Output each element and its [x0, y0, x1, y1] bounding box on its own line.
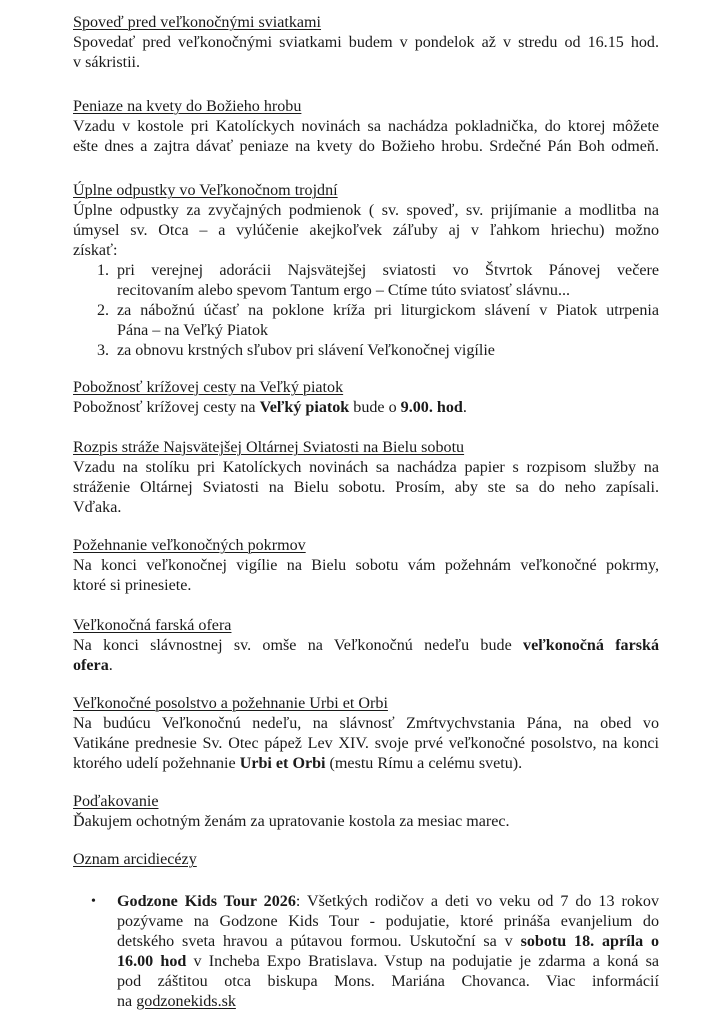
section-heading: Oznam arcidiecézy: [73, 851, 197, 868]
section-heading: Požehnanie veľkonočných pokrmov: [73, 537, 306, 554]
bullet-line: [117, 952, 659, 972]
bold-text: 9.00. hod: [400, 399, 463, 416]
bold-text: sobotu 18. apríla o: [520, 933, 660, 950]
section-body: [73, 714, 659, 774]
bullet-line: [117, 992, 659, 1012]
section-adoration-schedule: [73, 438, 659, 518]
list-number: 3.: [97, 342, 110, 359]
body-text: bude o: [349, 399, 401, 416]
section-heading: Rozpis stráže Najsvätejšej Oltárnej Sviatosti na Bielu sobotu: [73, 439, 465, 456]
body-line: [73, 398, 659, 418]
section-heading: Veľkonočné posolstvo a požehnanie Urbi et Orbi: [73, 695, 388, 712]
indulgence-list: [73, 261, 659, 361]
body-line: [73, 636, 659, 656]
section-indulgences: [73, 181, 659, 361]
bold-text: Urbi et Orbi: [239, 755, 326, 772]
body-text: : Všetkých rodičov a deti vo veku od 7 do 13 rokov: [295, 893, 660, 910]
body-text: .: [108, 657, 113, 674]
bold-text: ofera: [73, 657, 109, 674]
item-line: za nábožnú účasť na poklone kríža pri liturgickom slávení v Piatok utrpenia: [117, 302, 659, 319]
body-line: úmysel sv. Otca – a vylúčenie akejkoľvek záľuby aj v ľahkom hriechu) možno: [73, 222, 659, 239]
body-line: Vatikáne prednesie Sv. Otec pápež Lev XIV. svoje prvé veľkonočné posolstvo, na konci: [73, 735, 659, 752]
body-text: (mestu Rímu a celému svetu).: [325, 755, 523, 772]
section-confession: [73, 13, 659, 73]
body-line: Spovedať pred veľkonočnými sviatkami budem v pondelok až v stredu od 16.15 hod.: [73, 34, 659, 51]
section-urbi-et-orbi: [73, 694, 659, 774]
section-heading: Peniaze na kvety do Božieho hrobu: [73, 98, 302, 115]
body-line: ešte dnes a zajtra dávať peniaze na kvety do Božieho hrobu. Srdečné Pán Boh odmeň.: [73, 138, 659, 155]
section-heading: Veľkonočná farská ofera: [73, 617, 232, 634]
item-line: Pána – na Veľký Piatok: [117, 322, 269, 339]
bold-text: 16.00 hod: [117, 953, 187, 970]
body-text: v Incheba Expo Bratislava. Vstup na podujatie je zdarma a koná sa: [186, 953, 659, 970]
section-thanks: [73, 792, 659, 832]
section-body: [73, 556, 659, 596]
body-line: ktoré si prinesiete.: [73, 577, 192, 594]
bullet-item: [73, 892, 659, 1012]
section-body: [73, 398, 659, 418]
section-flower-money: [73, 97, 659, 157]
body-line: [73, 656, 659, 676]
body-line: v sákristii.: [73, 54, 141, 71]
section-heading: Úplne odpustky vo Veľkonočnom trojdní: [73, 182, 338, 199]
bullet-line: [117, 892, 659, 912]
bullet-icon: •: [91, 894, 96, 909]
body-line: Ďakujem ochotným ženám za upratovanie kostola za mesiac marec.: [73, 813, 510, 830]
body-text: Na konci slávnostnej sv. omše na Veľkonočnú nedeľu bude: [73, 637, 524, 654]
section-body: [73, 117, 659, 157]
section-body: [73, 33, 659, 73]
body-line: stráženie Oltárnej Sviatosti na Bielu sobotu. Prosím, aby ste sa do neho zapísali.: [73, 479, 659, 496]
section-archdiocese-notice: [73, 850, 659, 1012]
section-food-blessing: [73, 536, 659, 596]
body-line: Úplne odpustky za zvyčajných podmienok ( sv. spoveď, sv. prijímanie a modlitba na: [73, 202, 659, 219]
list-number: 1.: [97, 262, 110, 279]
section-heading: Spoveď pred veľkonočnými sviatkami: [73, 14, 322, 31]
section-heading: Poďakovanie: [73, 793, 159, 810]
list-item: [73, 341, 659, 361]
body-line: získať:: [73, 242, 118, 259]
body-text: .: [462, 399, 467, 416]
body-line: [73, 754, 659, 774]
body-line: Na konci veľkonočnej vigílie na Bielu sobotu vám požehnám veľkonočné pokrmy,: [73, 557, 659, 574]
list-item: [73, 301, 659, 341]
section-body: [73, 458, 659, 518]
item-line: pri verejnej adorácii Najsvätejšej sviatosti vo Štvrtok Pánovej večere: [117, 262, 659, 279]
body-line: Vzadu na stolíku pri Katolíckych novinách sa nachádza papier s rozpisom služby na: [73, 459, 659, 476]
bold-text: Godzone Kids Tour 2026: [117, 893, 296, 910]
bold-text: veľkonočná farská: [523, 637, 659, 654]
body-text: detského sveta hravou a pútavou formou. Uskutoční sa v: [117, 933, 521, 950]
body-line: Vďaka.: [73, 499, 122, 516]
list-number: 2.: [97, 302, 110, 319]
body-line: Na budúcu Veľkonočnú nedeľu, na slávnosť Zmŕtvychvstania Pána, na obed vo: [73, 715, 659, 732]
bullet-line: pozývame na Godzone Kids Tour - podujatie, ktoré prináša evanjelium do: [117, 913, 659, 930]
item-line: recitovaním alebo spevom Tantum ergo – Ctíme túto sviatosť slávnu...: [117, 282, 571, 299]
bullet-line: pod záštitou otca biskupa Mons. Mariána Chovanca. Viac informácií: [117, 973, 659, 990]
section-body: [73, 636, 659, 676]
section-body: [73, 201, 659, 261]
section-body: [73, 812, 659, 832]
body-text: Pobožnosť krížovej cesty na: [73, 399, 260, 416]
item-line: za obnovu krstných sľubov pri slávení Veľkonočnej vigílie: [117, 342, 495, 359]
body-text: na: [117, 993, 137, 1010]
section-way-of-cross: [73, 378, 659, 418]
godzonekids-link[interactable]: godzonekids.sk: [136, 993, 236, 1010]
bullet-line: [117, 932, 659, 952]
body-line: Vzadu v kostole pri Katolíckych novinách sa nachádza pokladnička, do ktorej môžete: [73, 118, 659, 135]
section-parish-offering: [73, 616, 659, 676]
body-text: ktorého udelí požehnanie: [73, 755, 240, 772]
list-item: [73, 261, 659, 301]
bold-text: Veľký piatok: [259, 399, 350, 416]
section-heading: Pobožnosť krížovej cesty na Veľký piatok: [73, 379, 344, 396]
